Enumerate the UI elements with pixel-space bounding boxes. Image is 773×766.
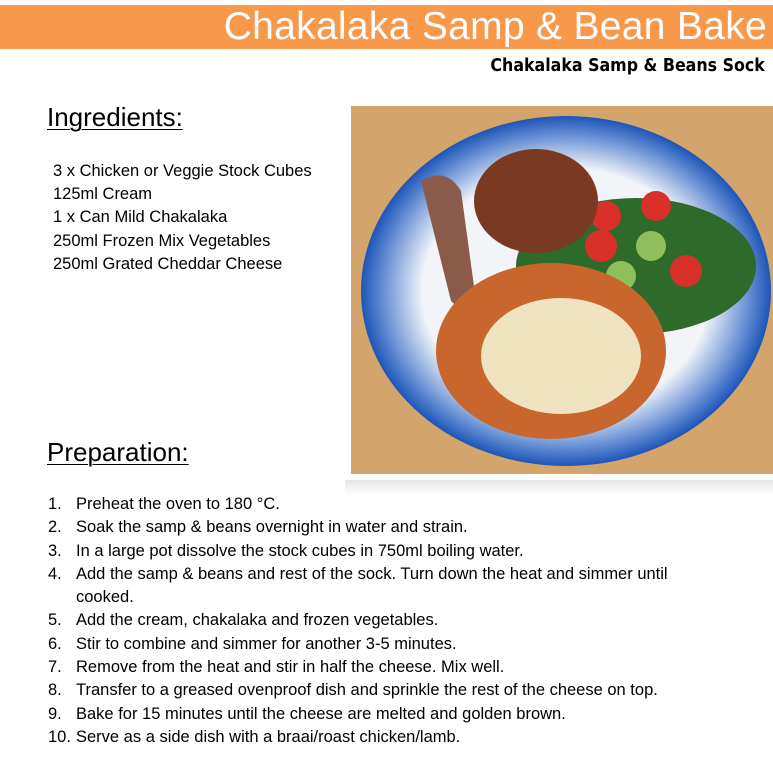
step-text: Add the cream, chakalaka and frozen vegetables. <box>76 611 439 630</box>
ingredient-item: 250ml Grated Cheddar Cheese <box>53 254 283 273</box>
step-text: Stir to combine and simmer for another 3-5 minutes. <box>76 634 457 653</box>
step-item <box>48 656 748 679</box>
step-item <box>48 493 748 516</box>
subtitle: Chakalaka Samp & Beans Sock <box>490 55 765 76</box>
step-number: 3. <box>48 541 62 560</box>
step-text: Transfer to a greased ovenproof dish and sprinkle the rest of the cheese on top. <box>76 681 658 700</box>
step-number: 7. <box>48 658 62 677</box>
step-number: 2. <box>48 518 62 537</box>
step-number: 4. <box>48 564 62 583</box>
step-item <box>48 726 748 749</box>
step-text: Soak the samp & beans overnight in water and strain. <box>76 518 468 537</box>
title-banner <box>0 5 773 49</box>
step-item <box>48 540 748 563</box>
step-item <box>48 679 748 702</box>
photo-shadow <box>345 480 773 494</box>
ingredient-item: 1 x Can Mild Chakalaka <box>53 208 228 227</box>
step-text: Add the samp & beans and rest of the sock. Turn down the heat and simmer until cooked. <box>76 564 668 607</box>
step-item <box>48 563 748 610</box>
ingredients-heading: Ingredients: <box>47 102 183 132</box>
preparation-heading: Preparation: <box>47 437 189 467</box>
step-text: Preheat the oven to 180 °C. <box>76 495 280 513</box>
ingredient-item: 250ml Frozen Mix Vegetables <box>53 231 271 250</box>
ingredient-item: 3 x Chicken or Veggie Stock Cubes <box>53 162 312 180</box>
step-number: 8. <box>48 681 62 700</box>
step-text: Bake for 15 minutes until the cheese are melted and golden brown. <box>76 704 566 723</box>
step-item <box>48 703 748 726</box>
step-number: 5. <box>48 611 62 630</box>
step-text: Remove from the heat and stir in half the cheese. Mix well. <box>76 658 505 677</box>
step-item <box>48 609 748 632</box>
page-title: Chakalaka Samp & Bean Bake <box>223 5 767 48</box>
ingredient-item: 125ml Cream <box>53 185 153 204</box>
ingredients-list <box>53 160 312 276</box>
step-number: 10. <box>48 727 71 746</box>
step-item <box>48 516 748 539</box>
step-number: 1. <box>48 495 62 513</box>
step-text: In a large pot dissolve the stock cubes in 750ml boiling water. <box>76 541 524 560</box>
step-item <box>48 633 748 656</box>
step-number: 6. <box>48 634 62 653</box>
step-text: Serve as a side dish with a braai/roast chicken/lamb. <box>76 727 461 746</box>
step-number: 9. <box>48 704 62 723</box>
dish-photo <box>351 106 773 474</box>
preparation-steps <box>48 493 748 749</box>
